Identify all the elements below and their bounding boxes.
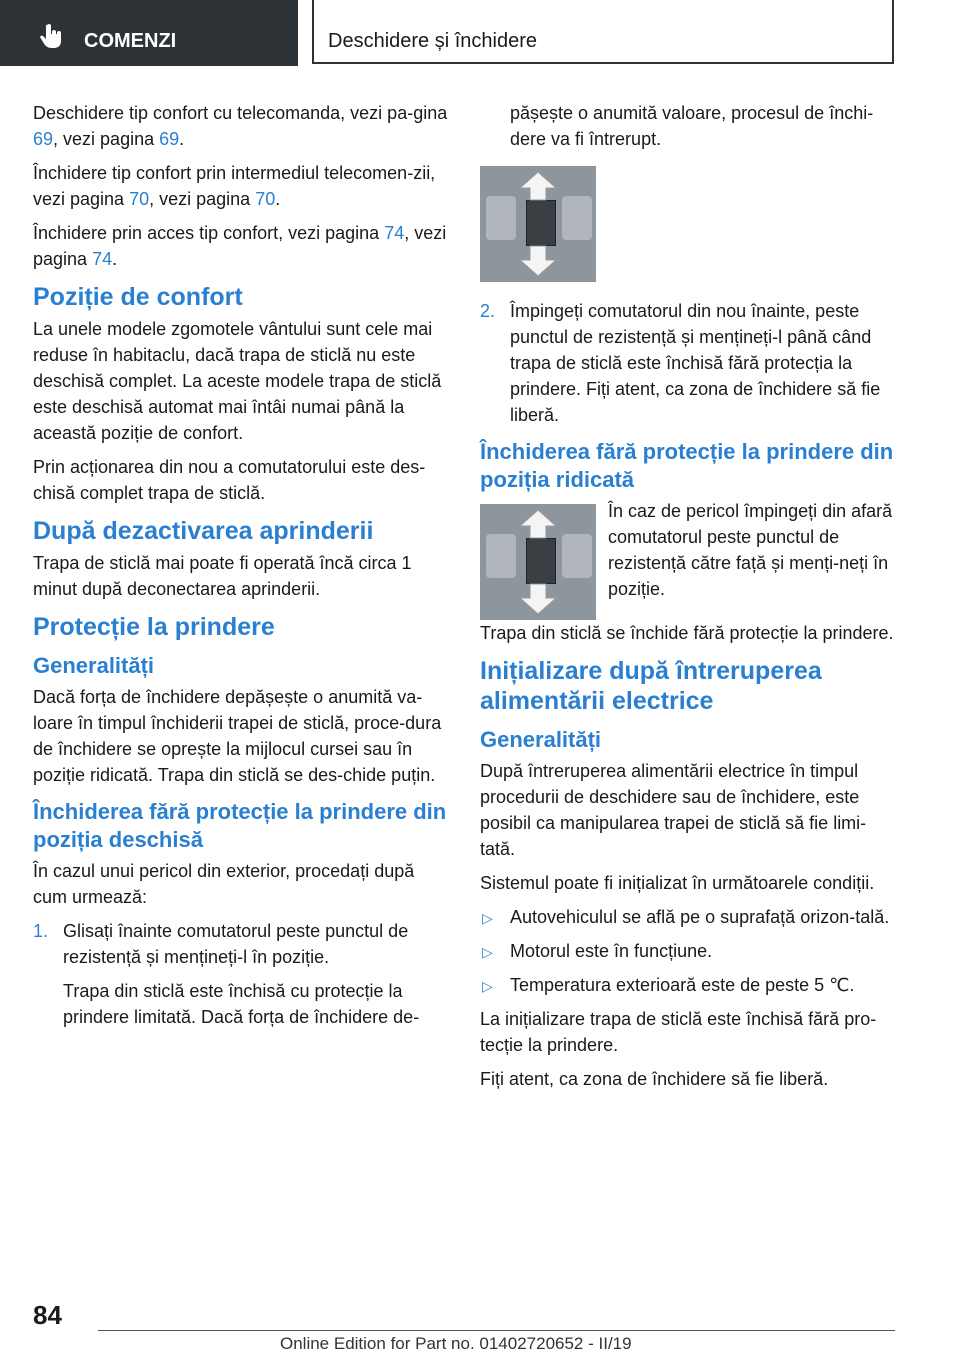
up-down-arrows-icon xyxy=(480,504,596,620)
paragraph: După întreruperea alimentării electrice în timpul procedurii de deschidere sau de închidere, este posibil ca manipularea trapei de sticlă să fie limi-tată. xyxy=(480,761,867,859)
paragraph: pășește o anumită valoare, procesul de închi-dere va fi întrerupt. xyxy=(510,103,874,149)
heading-initializare: Inițializare după întreruperea alimentării electrice xyxy=(480,657,822,715)
switch-illustration xyxy=(480,166,596,282)
list-item: ▷ Temperatura exterioară este de peste 5 ℃. xyxy=(480,972,895,998)
step-item xyxy=(480,298,895,428)
heading-dupa-dezactivare: După dezactivarea aprinderii xyxy=(33,517,374,545)
paragraph: La unele modele zgomotele vântului sunt cele mai reduse în habitaclu, dacă trapa de sticlă nu este deschisă complet. La aceste modele trapa de sticlă este deschisă automat mai întâi numai până la această poziție de confort. xyxy=(33,319,442,443)
paragraph: Prin acționarea din nou a comutatorului este des-chisă complet trapa de sticlă. xyxy=(33,457,426,503)
paragraph: Dacă forța de închidere depășește o anumită va-loare în timpul închiderii trapei de sticlă, proce-dura de închidere se oprește la mijlocul cursei sau în poziție ridicată. Trapa din sticlă se des-chide puțin. xyxy=(33,687,442,785)
triangle-bullet-icon: ▷ xyxy=(482,978,493,994)
switch-illustration xyxy=(480,504,596,620)
page-link[interactable]: 69 xyxy=(33,129,54,149)
page-link[interactable]: 74 xyxy=(92,249,113,269)
paragraph: Trapa de sticlă mai poate fi operată încă circa 1 minut după deconectarea aprinderii. xyxy=(33,553,412,599)
page-link[interactable]: 69 xyxy=(159,129,180,149)
step-number: 2. xyxy=(480,301,496,321)
page-link[interactable]: 70 xyxy=(129,189,150,209)
list-item: ▷ Autovehiculul se află pe o suprafață orizon-tală. xyxy=(480,904,895,930)
paragraph: Deschidere tip confort cu telecomanda, vezi pa-gina 69, vezi pagina 69. xyxy=(33,103,448,149)
paragraph: În caz de pericol împingeți din afară comutatorul peste punctul de rezistență către față și menți-neți în poziție. xyxy=(608,501,893,599)
paragraph: Închidere prin acces tip confort, vezi pagina 74, vezi pagina 74. xyxy=(33,223,447,269)
subheading-deschisa: Închiderea fără protecție la prindere din poziția deschisă xyxy=(33,799,447,852)
page-link[interactable]: 70 xyxy=(255,189,276,209)
heading-protectie: Protecție la prindere xyxy=(33,613,275,641)
left-column xyxy=(33,100,448,1038)
paragraph: În cazul unui pericol din exterior, procedați după cum urmează: xyxy=(33,861,415,907)
paragraph: Sistemul poate fi inițializat în următoarele condiții. xyxy=(480,873,875,893)
triangle-bullet-icon: ▷ xyxy=(482,910,493,926)
subheading-generalitati: Generalități xyxy=(480,727,602,752)
section-tab xyxy=(0,0,298,66)
paragraph: Fiți atent, ca zona de închidere să fie liberă. xyxy=(480,1069,829,1089)
hand-pointer-icon xyxy=(40,23,64,49)
triangle-bullet-icon: ▷ xyxy=(482,944,493,960)
step-text: Împingeți comutatorul din nou înainte, peste punctul de rezistență și mențineți-l până când trapa de sticlă este închisă fără protecția la prindere. Fiți atent, ca zona de închidere să fie liberă. xyxy=(510,301,881,425)
step-note: Trapa din sticlă este închisă cu protecție la prindere limitată. Dacă forța de închidere de- xyxy=(63,981,420,1027)
footer-divider xyxy=(98,1330,895,1331)
paragraph: Trapa din sticlă se închide fără protecție la prindere. xyxy=(480,623,894,643)
heading-confort: Poziție de confort xyxy=(33,283,243,311)
chapter-tab xyxy=(312,0,894,64)
paragraph: Închidere tip confort prin intermediul telecomen-zii, vezi pagina 70, vezi pagina 70. xyxy=(33,163,436,209)
step-text: Glisați înainte comutatorul peste punctul de rezistență și mențineți-l în poziție. xyxy=(63,921,409,967)
page-number: 84 xyxy=(33,1300,62,1330)
list-item: ▷ Motorul este în funcțiune. xyxy=(480,938,895,964)
step-item xyxy=(33,918,448,1030)
subheading-ridicata: Închiderea fără protecție la prindere din poziția ridicată xyxy=(480,439,894,492)
page-link[interactable]: 74 xyxy=(384,223,405,243)
subheading-generalitati: Generalități xyxy=(33,653,155,678)
edition-note: Online Edition for Part no. 01402720652 - II/19 xyxy=(280,1334,632,1353)
chapter-tab-label: Deschidere și închidere xyxy=(328,30,537,52)
step-number: 1. xyxy=(33,921,49,941)
page-header xyxy=(0,0,960,66)
paragraph: La inițializare trapa de sticlă este închisă fără pro-tecție la prindere. xyxy=(480,1009,877,1055)
section-tab-label: COMENZI xyxy=(84,30,177,52)
ridicata-block xyxy=(480,498,895,620)
right-column xyxy=(480,100,895,1100)
up-down-arrows-icon xyxy=(480,166,596,282)
